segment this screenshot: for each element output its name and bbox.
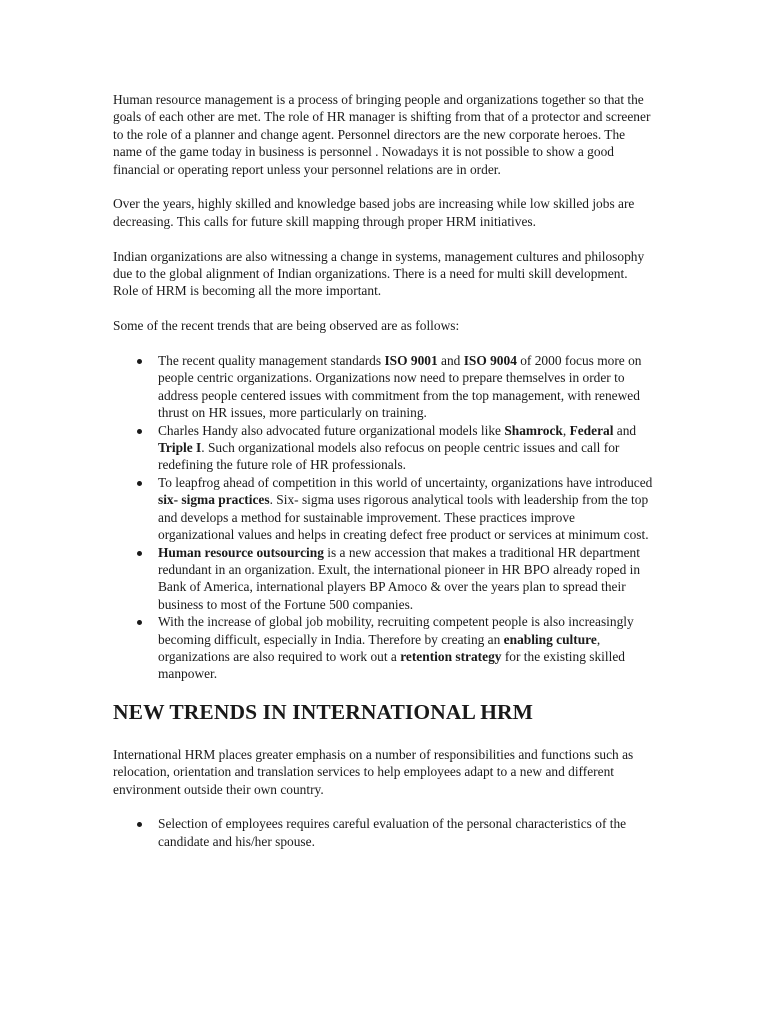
list-item-text: for the existing skilled manpower. — [158, 648, 625, 682]
bold-term: six- sigma practices — [158, 492, 270, 508]
list-item-text: , — [562, 422, 570, 438]
list-item-text: of 2000 focus more on people centric organizations. Organizations now need to prepare themselves in order to address people centered issues with commitment from the top management, with renewed thrust on HR issues, more particularly on training. — [158, 353, 642, 421]
list-item-text: With the increase of global job mobility, recruiting competent people is also increasingly becoming difficult, especially in India. Therefore by creating an — [158, 614, 634, 647]
bold-term: retention strategy — [400, 648, 502, 664]
bold-term: Human resource outsourcing — [158, 544, 324, 560]
bold-term: enabling culture — [503, 631, 597, 647]
list-item-charles-handy — [158, 422, 653, 474]
list-item-text: Charles Handy also advocated future organizational models like — [158, 422, 505, 438]
list-item-selection: Selection of employees requires careful evaluation of the personal characteristics of the candidate and his/her spouse. — [158, 815, 653, 850]
list-item-text: . Six- sigma uses rigorous analytical tools with leadership from the top and develops a method for sustainable improvement. These practices improve organizational values and helps in creating defect free product or services at minimum cost. — [158, 492, 649, 543]
document-page — [113, 91, 653, 860]
list-item-text: . Such organizational models also refocus on people centric issues and call for redefining the future role of HR professionals. — [158, 440, 620, 473]
list-item-text: and — [613, 422, 637, 438]
paragraph-skilled-jobs: Over the years, highly skilled and knowledge based jobs are increasing while low skilled jobs are decreasing. This calls for future skill mapping through proper HRM initiatives. — [113, 196, 635, 229]
bold-term: Federal — [569, 422, 614, 438]
list-item-job-mobility — [158, 613, 653, 683]
list-item-six-sigma — [158, 474, 653, 544]
bold-term: ISO 9004 — [463, 353, 517, 369]
section-heading: NEW TRENDS IN INTERNATIONAL HRM — [113, 699, 534, 724]
list-item-text: , organizations are also required to work out a — [158, 631, 601, 664]
list-item-text: is a new accession that makes a traditional HR department redundant in an organization. Exult, the international pioneer in HR BPO already roped in Bank of America, international players BP Amoco & over the years plan to spread their business to most of the Fortune 500 companies. — [158, 544, 641, 612]
list-item-outsourcing — [158, 544, 653, 614]
list-item-text: The recent quality management standards — [158, 353, 385, 369]
paragraph-indian-organizations: Indian organizations are also witnessing a change in systems, management cultures and philosophy due to the global alignment of Indian organizations. There is a need for multi skill development. Role of HRM is becoming all the more important. — [113, 248, 645, 299]
international-list — [113, 815, 653, 850]
bold-term: Shamrock — [504, 422, 563, 438]
paragraph-trends-intro: Some of the recent trends that are being observed are as follows: — [113, 318, 460, 334]
paragraph-hrm-definition: Human resource management is a process of bringing people and organizations together so that the goals of each other are met. The role of HR manager is shifting from that of a protector and screener to the role of a planner and change agent. Personnel directors are the new corporate heroes. The name of the game today in business is personnel . Nowadays it is not possible to show a good financial or operating report unless your personnel relations are in order. — [113, 92, 651, 177]
paragraph-international-hrm: International HRM places greater emphasis on a number of responsibilities and functions such as relocation, orientation and translation services to help employees adapt to a new and different environment outside their own country. — [113, 746, 634, 797]
list-item-text: To leapfrog ahead of competition in this world of uncertainty, organizations have introduced — [158, 474, 653, 490]
trends-list — [113, 352, 653, 683]
bold-term: Triple I — [158, 440, 202, 456]
list-item-iso — [158, 352, 653, 422]
list-item-text: and — [437, 353, 464, 369]
bold-term: ISO 9001 — [384, 353, 438, 369]
